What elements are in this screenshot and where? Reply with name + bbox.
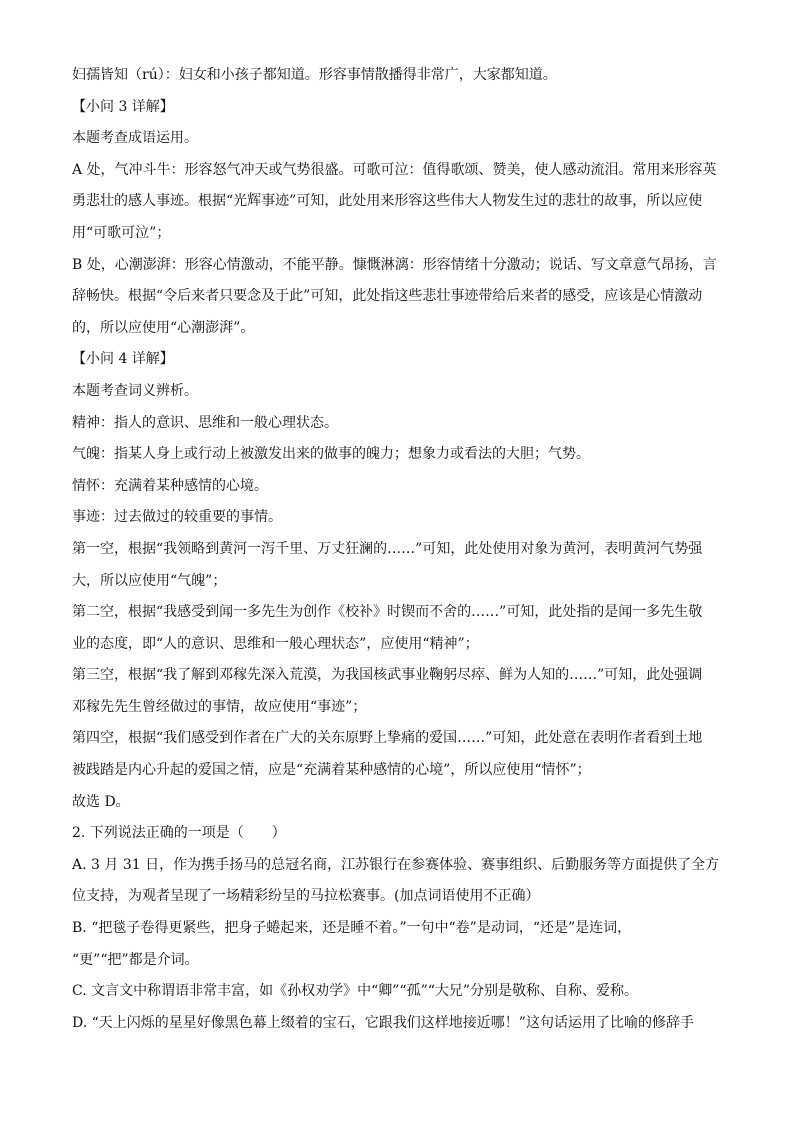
section-heading: 【小问 4 详解】 (72, 351, 174, 368)
text-line: 故选 D。 (72, 793, 130, 810)
text-line: 辞畅快。根据“令后来者只要念及于此”可知，此处指这些悲壮事迹带给后来者的感受，应该是心情激动 (72, 288, 703, 305)
option-b-continued: “更”“把”都是介词。 (72, 951, 199, 968)
text-line: A 处，气冲斗牛：形容怒气冲天或气势很盛。可歌可泣：值得歌颂、赞美，使人感动流泪。常用来形容英 (72, 161, 717, 178)
text-line: 事迹：过去做过的较重要的事情。 (72, 509, 282, 526)
option-c: C. 文言文中称谓语非常丰富，如《孙权劝学》中“卿”“孤”“大兄”分别是敬称、自称、爱称。 (72, 983, 639, 1000)
option-b: B. “把毯子卷得更紧些，把身子蜷起来，还是睡不着。”一句中“卷”是动词，“还是”是连词， (72, 920, 632, 937)
text-line: 精神：指人的意识、思维和一般心理状态。 (72, 414, 338, 431)
text-line: 大，所以应使用“气魄”； (72, 572, 227, 589)
text-line: 第一空，根据“我领略到黄河一泻千里、万丈狂澜的……”可知，此处使用对象为黄河，表明黄河气势强 (72, 540, 703, 557)
text-line: 被践踏是内心升起的爱国之情，应是“充满着某种感情的心境”，所以应使用“情怀”； (72, 762, 591, 779)
text-line: 的，所以应使用“心潮澎湃”。 (72, 319, 255, 336)
text-line: 第四空，根据“我们感受到作者在广大的关东原野上挚痛的爱国……”可知，此处意在表明作者看到土地 (72, 730, 703, 747)
text-line: 妇孺皆知（rú）：妇女和小孩子都知道。形容事情散播得非常广，大家都知道。 (72, 67, 557, 83)
question-title: 2. 下列说法正确的一项是（ ） (72, 825, 286, 842)
option-a: A. 3 月 31 日，作为携手扬马的总冠名商，江苏银行在参赛体验、赛事组织、后勤服务等方面提供了全方 (72, 856, 720, 873)
text-line: 勇悲壮的感人事迹。根据“光辉事迹”可知，此处用来形容这些伟大人物发生过的悲壮的故事，所以应使 (72, 193, 703, 210)
text-line: B 处，心潮澎湃：形容心情激动，不能平静。慷慨淋漓：形容情绪十分激动；说话、写文章意气昂扬，言 (72, 256, 717, 273)
text-line: 业的态度，即“人的意识、思维和一般心理状态”，应使用“精神”； (72, 635, 479, 652)
document-page (72, 60, 722, 1039)
text-line: 本题考查成语运用。 (72, 130, 198, 147)
option-a-continued: 位支持，为观者呈现了一场精彩纷呈的马拉松赛事。(加点词语使用不正确） (72, 888, 540, 905)
section-heading: 【小问 3 详解】 (72, 98, 174, 115)
option-d: D. “天上闪烁的星星好像黑色幕上缀着的宝石，它跟我们这样地接近哪！”这句话运用了比喻的修辞手 (72, 1014, 694, 1031)
text-line: 用“可歌可泣”； (72, 224, 171, 241)
text-line: 本题考查词义辨析。 (72, 382, 198, 399)
text-line: 第三空，根据“我了解到邓稼先深入荒漠，为我国核武事业鞠躬尽瘁、鲜为人知的……”可知，此处强调 (72, 667, 703, 684)
text-line: 情怀：充满着某种感情的心境。 (72, 477, 268, 494)
text-line: 气魄：指某人身上或行动上被激发出来的做事的魄力；想象力或看法的大胆；气势。 (72, 446, 590, 463)
text-line: 第二空，根据“我感受到闻一多先生为创作《校补》时锲而不舍的……”可知，此处指的是闻一多先生敬 (72, 604, 703, 621)
text-line: 邓稼先先生曾经做过的事情，故应使用“事迹”； (72, 698, 367, 715)
